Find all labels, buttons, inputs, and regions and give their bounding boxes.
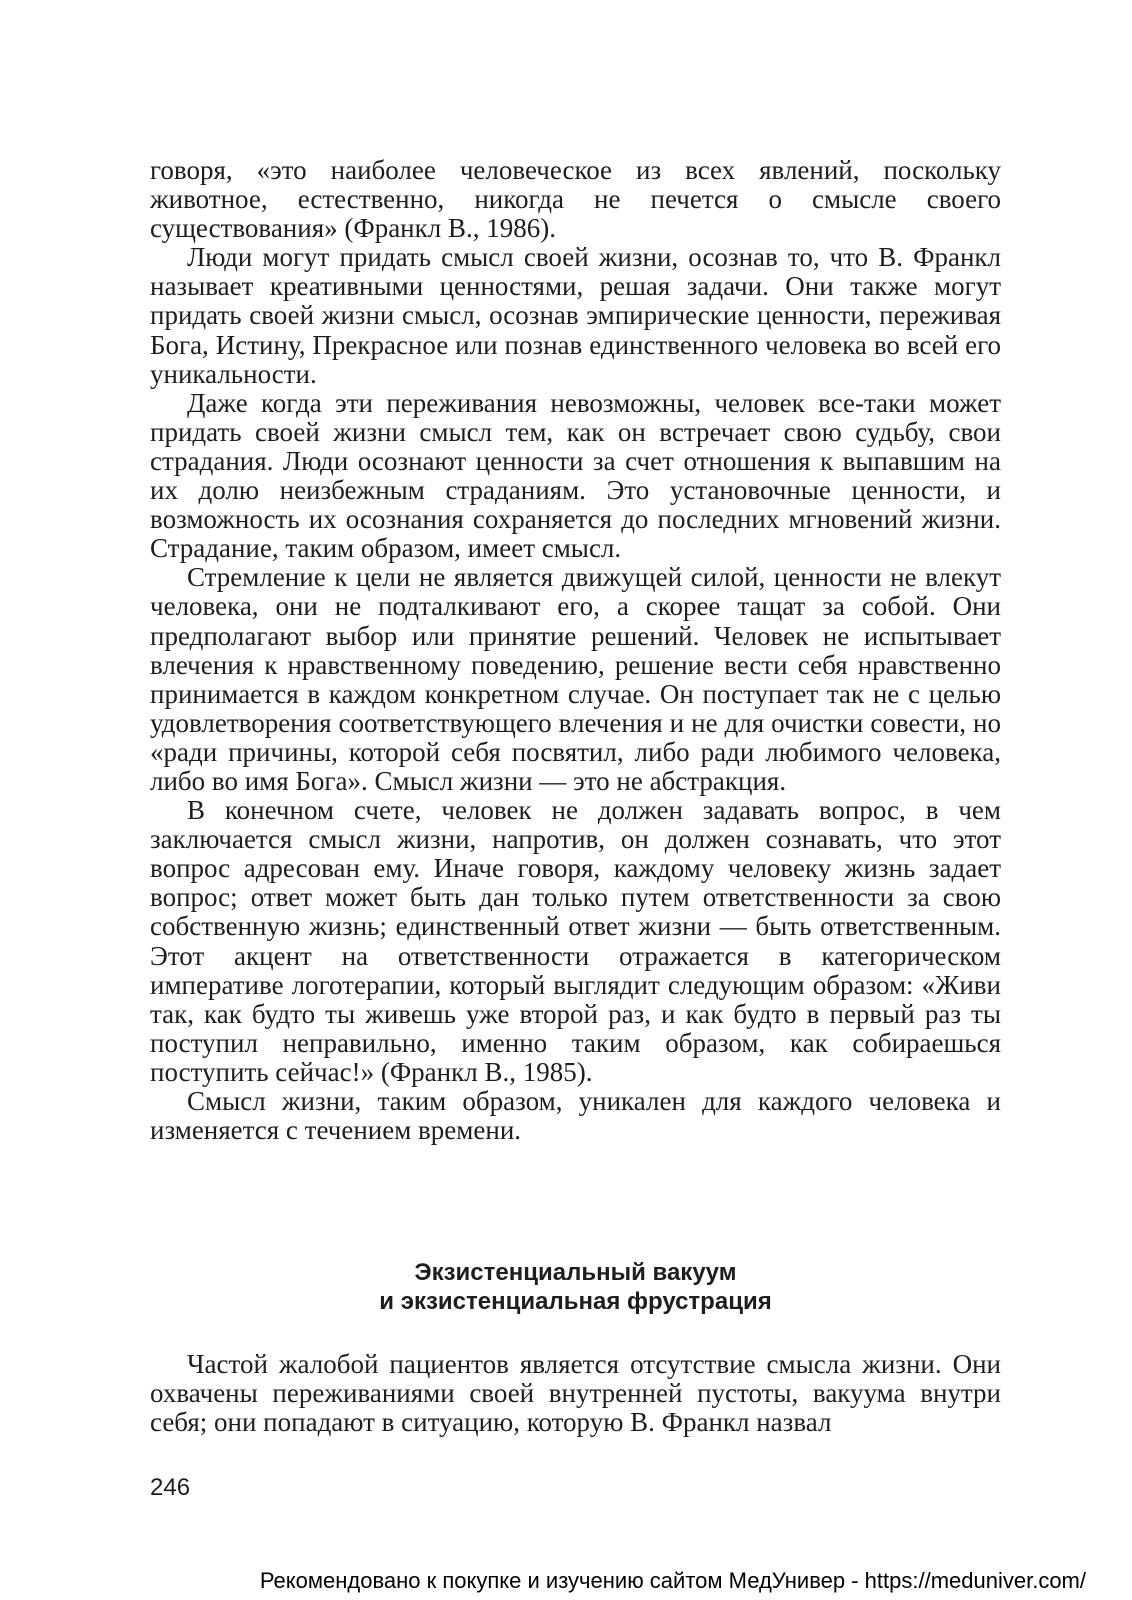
paragraph-striving-goal: Стремление к цели не является движущей силой, ценности не влекут человека, они не подталкивают его, а скорее тащат за собой. Они предполагают выбор или принятие решений. Человек не испытывает влечения к нравственному поведению, решение вести себя нравственно принимается в каждом конкретном случае. Он поступает так не с целью удовлетворения соответствующего влечения и не для очистки совести, но «ради причины, которой себя посвятил, либо ради любимого человека, либо во имя Бога». Смысл жизни — это не абстракция. (150, 562, 1001, 796)
paragraph-creative-values: Люди могут придать смысл своей жизни, осознав то, что В. Франкл называет креативными ценностями, решая задачи. Они также могут придать своей жизни смысл, осознав эмпирические ценности, переживая Бога, Истину, Прекрасное или познав единственного человека во всей его уникальности. (150, 242, 1001, 389)
paragraph-continuation: говоря, «это наиболее человеческое из всех явлений, поскольку животное, естественно, никогда не печется о смысле своего существования» (Франкл В., 1986). (150, 155, 1001, 244)
body-text (150, 156, 1001, 1145)
paragraph-meaning-unique: Смысл жизни, таким образом, уникален для каждого человека и изменяется с течением времени. (150, 1086, 1001, 1146)
section-body (150, 1350, 1001, 1437)
section-heading (150, 1258, 1001, 1316)
section-heading-line-1: Экзистенциальный вакуум (414, 1259, 737, 1286)
page-number: 246 (150, 1474, 191, 1501)
paragraph-attitudinal-values: Даже когда эти переживания невозможны, человек все-таки может придать своей жизни смысл тем, как он встречает свою судьбу, свои страдания. Люди осознают ценности за счет отношения к выпавшим на их долю неизбежным страданиям. Это установочные ценности, и возможность их осознания сохраняется до последних мгновений жизни. Страдание, таким образом, имеет смысл. (150, 387, 1001, 564)
section-paragraph: Частой жалобой пациентов является отсутствие смысла жизни. Они охвачены переживаниями своей внутренней пустоты, вакуума внутри себя; они попадают в ситуацию, которую В. Франкл назвал (150, 1349, 1001, 1438)
footer-recommendation: Рекомендовано к покупке и изучению сайтом МедУнивер - https://meduniver.com/ (259, 1568, 1086, 1593)
section-heading-line-2: и экзистенциальная фрустрация (379, 1288, 772, 1315)
paragraph-responsibility: В конечном счете, человек не должен задавать вопрос, в чем заключается смысл жизни, напротив, он должен сознавать, что этот вопрос адресован ему. Иначе говоря, каждому человеку жизнь задает вопрос; ответ может быть дан только путем ответственности за свою собственную жизнь; единственный ответ жизни — быть ответственным. Этот акцент на ответственности отражается в категорическом императиве логотерапии, который выглядит следующим образом: «Живи так, как будто ты живешь уже второй раз, и как будто в первый раз ты поступил неправильно, именно таким образом, как собираешься поступить сейчас!» (Франкл В., 1985). (150, 795, 1001, 1087)
